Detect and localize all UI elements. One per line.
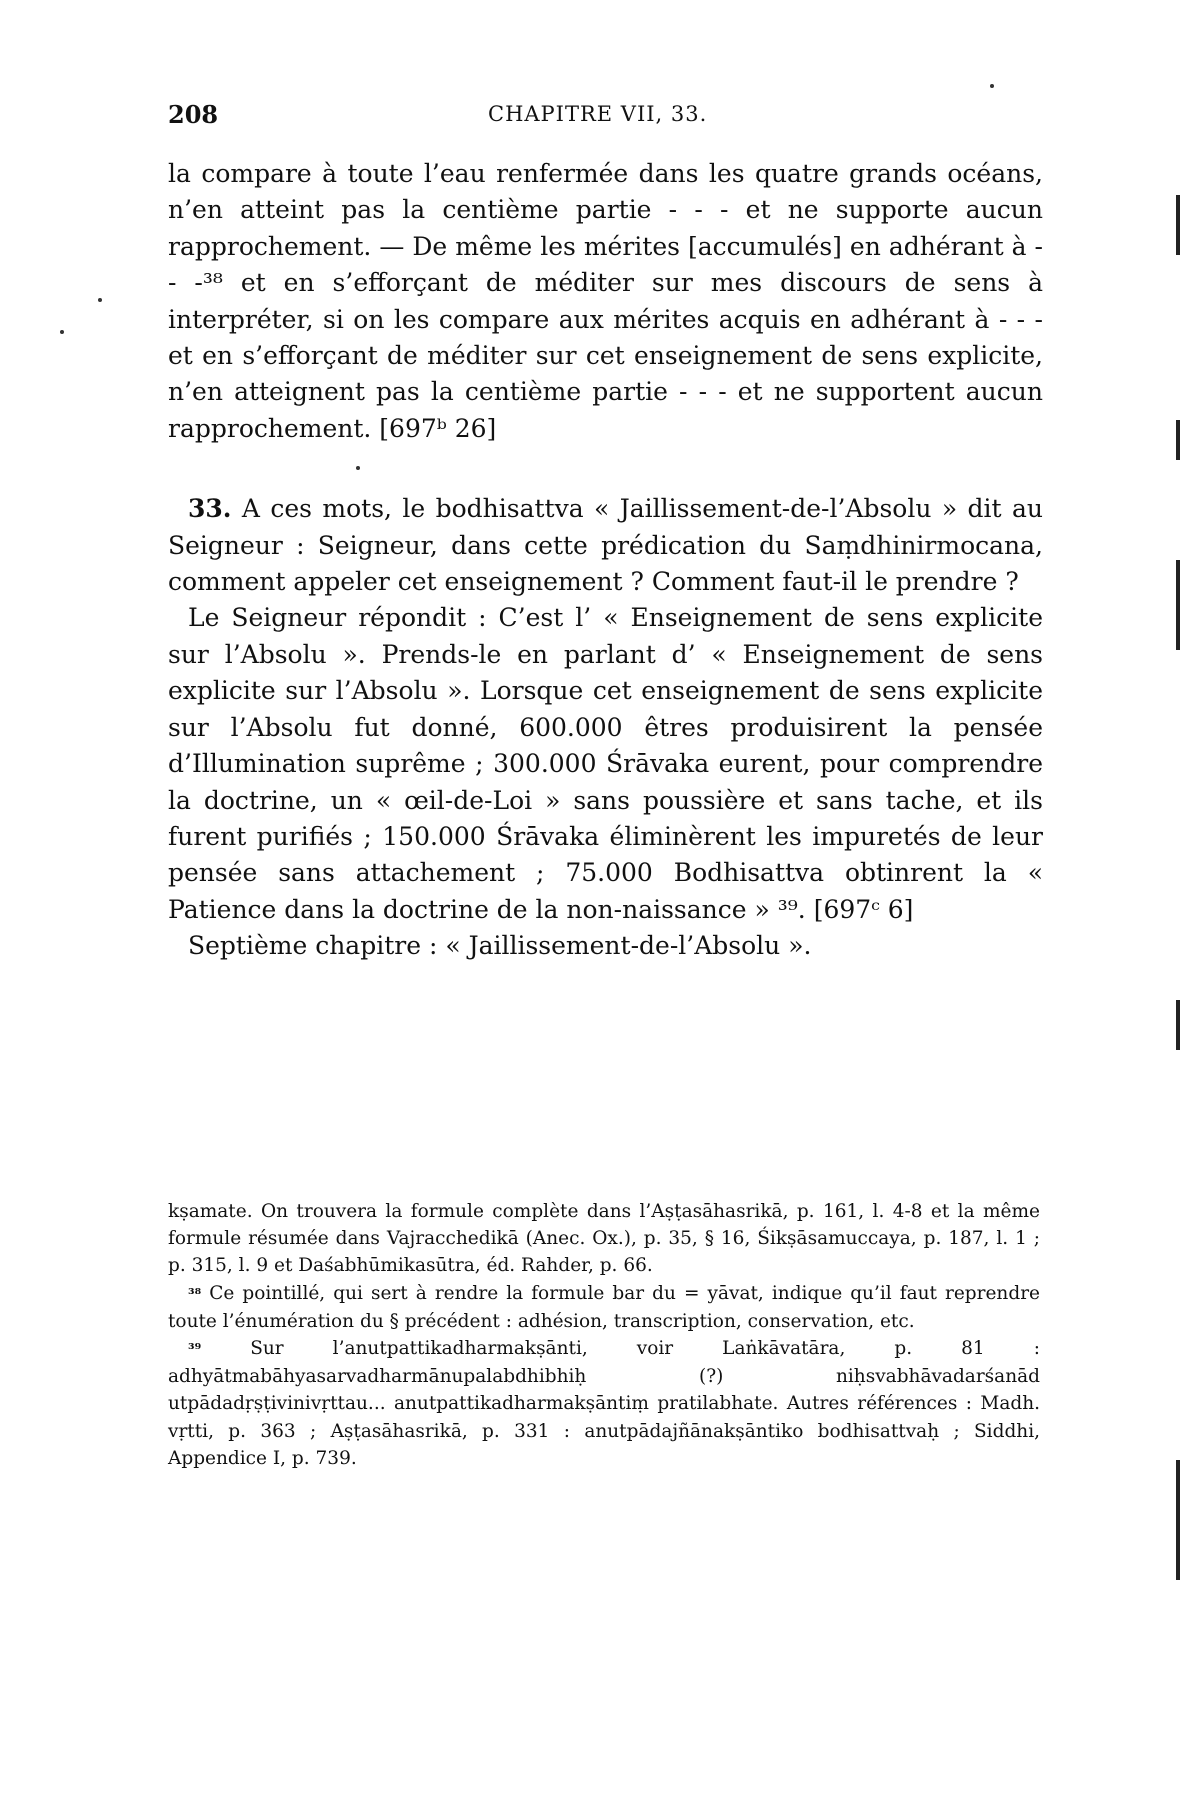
paragraph-section-33 — [168, 491, 1043, 600]
scan-edge-mark — [1176, 560, 1180, 650]
section-33-text: A ces mots, le bodhisattva « Jaillissement-de-l’Absolu » dit au Seigneur : Seigneur, dans cette prédication du Saṃdhinirmocana, comment appeler cet enseignement ? Comment faut-il le prendre ? — [168, 494, 1044, 597]
running-head: CHAPITRE VII, 33. — [488, 102, 708, 126]
page-number: 208 — [168, 100, 219, 129]
paragraph-continuation: la compare à toute l’eau renfermée dans les quatre grands océans, n’en atteint pas la centième partie - - - et ne supporte aucun rapprochement. — De même les mérites [accumulés] en adhérant à - - -³⁸ et en s’efforçant de méditer sur mes discours de sens à interpréter, si on les compare aux mérites acquis en adhérant à - - - et en s’efforçant de méditer sur cet enseignement de sens explicite, n’en atteignent pas la centième partie - - - et ne supportent aucun rapprochement. [697ᵇ 26] — [168, 159, 1043, 443]
scan-speck — [356, 466, 360, 470]
scan-edge-mark — [1176, 195, 1180, 255]
main-text — [168, 156, 1043, 965]
footnote-continuation: kṣamate. On trouvera la formule complète dans l’Aṣṭasāhasrikā, p. 161, l. 4-8 et la même formule résumée dans Vajracchedikā (Anec. Ox.), p. 35, § 16, Śikṣāsamuccaya, p. 187, l. 1 ; p. 315, l. 9 et Daśabhūmikasūtra, éd. Rahder, p. 66. — [168, 1201, 1040, 1277]
footnote-39-marker: ³⁹ — [188, 1340, 202, 1359]
footnote-38-marker: ³⁸ — [188, 1284, 202, 1303]
scan-edge-mark — [1176, 1000, 1180, 1050]
section-gap — [168, 447, 1043, 491]
scan-edge-mark — [1176, 1460, 1180, 1580]
footnote-39 — [168, 1335, 1040, 1472]
paragraph-reply: Le Seigneur répondit : C’est l’ « Enseignement de sens explicite sur l’Absolu ». Prends-le en parlant d’ « Enseignement de sens explicite sur l’Absolu ». Lorsque cet enseignement de sens explicite sur l’Absolu fut donné, 600.000 êtres produisirent la pensée d’Illumination suprême ; 300.000 Śrāvaka eurent, pour comprendre la doctrine, un « œil-de-Loi » sans poussière et sans tache, et ils furent purifiés ; 150.000 Śrāvaka éliminèrent les impuretés de leur pensée sans attachement ; 75.000 Bodhisattva obtinrent la « Patience dans la doctrine de la non-naissance » ³⁹. [697ᶜ 6] — [168, 603, 1043, 924]
footnote-38-text: Ce pointillé, qui sert à rendre la formule bar du = yāvat, indique qu’il faut reprendre toute l’énumération du § précédent : adhésion, transcription, conservation, etc. — [168, 1282, 1040, 1332]
page-header — [168, 100, 1048, 136]
scan-speck — [98, 298, 102, 302]
footnote-39-text: Sur l’anutpattikadharmakṣānti, voir Laṅkāvatāra, p. 81 : adhyātmabāhyasarvadharmānupalabdhibhiḥ (?) niḥsvabhāvadarśanād utpādadṛṣṭivinivṛttau... anutpattikadharmakṣāntiṃ pratilabhate. Autres références : Madh. vṛtti, p. 363 ; Aṣṭasāhasrikā, p. 331 : anutpādajñānakṣāntiko bodhisattvaḥ ; Siddhi, Appendice I, p. 739. — [168, 1338, 1040, 1469]
scan-edge-mark — [1176, 420, 1180, 460]
footnote-38 — [168, 1280, 1040, 1335]
footnotes — [168, 1198, 1040, 1472]
section-number: 33. — [188, 494, 232, 524]
scan-speck — [60, 330, 64, 334]
scan-speck — [990, 84, 994, 88]
chapter-colophon: Septième chapitre : « Jaillissement-de-l’Absolu ». — [188, 931, 812, 961]
